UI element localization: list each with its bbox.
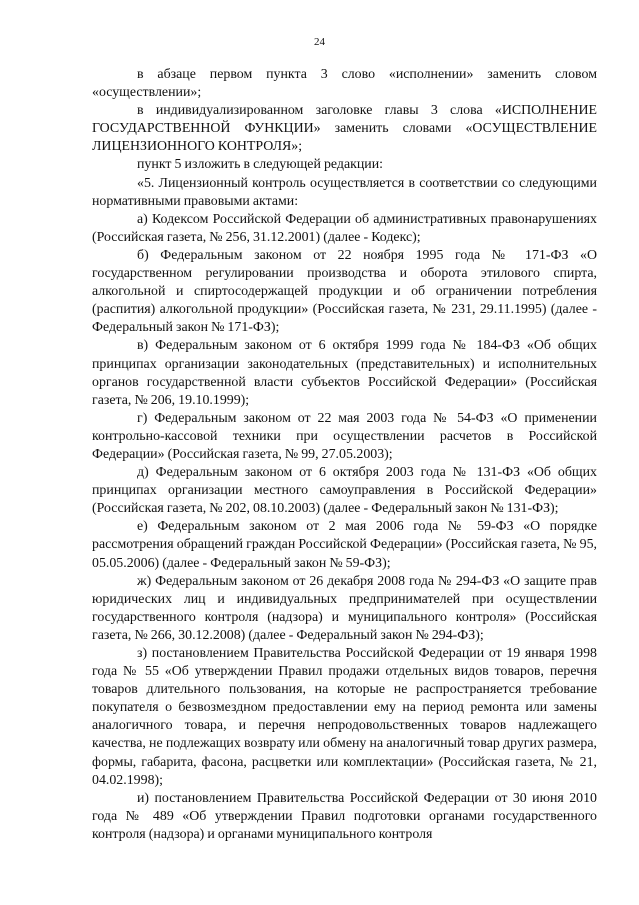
list-item-v: в) Федеральным законом от 6 октября 1999 года № 184-ФЗ «Об общих принципах организации законодательных (представительных) и исполнительных органов государственной власти субъектов Российской Федерации» (Российская газета, № 206, 19.10.1999); xyxy=(92,338,597,408)
list-item-zh: ж) Федеральным законом от 26 декабря 2008 года № 294-ФЗ «О защите прав юридических лиц и индивидуальных предпринимателей при осуществлении государственного контроля (надзора) и муниципального контроля» (Российская газета, № 266, 30.12.2008) (далее - Федеральный закон № 294-ФЗ); xyxy=(92,573,597,643)
list-item-b: б) Федеральным законом от 22 ноября 1995 года № 171-ФЗ «О государственном регулировании производства и оборота этилового спирта, алкогольной и спиртосодержащей продукции и об ограничении потребления (распития) алкогольной продукции» (Российская газета, № 231, 29.11.1995) (далее - Федеральный закон № 171-ФЗ); xyxy=(92,247,597,336)
list-item-a: а) Кодексом Российской Федерации об административных правонарушениях (Российская газета, № 256, 31.12.2001) (далее - Кодекс); xyxy=(92,211,597,245)
page-number: 24 xyxy=(314,36,325,48)
paragraph-amend-clause-3: в абзаце первом пункта 3 слово «исполнении» заменить словом «осуществлении»; xyxy=(92,67,597,101)
list-item-e: е) Федеральным законом от 2 мая 2006 года № 59-ФЗ «О порядке рассмотрения обращений граждан Российской Федерации» (Российская газета, № 95, 05.05.2006) (далее - Федеральный закон № 59-ФЗ); xyxy=(92,519,597,571)
paragraph-clause-5: «5. Лицензионный контроль осуществляется в соответствии со следующими нормативными правовыми актами: xyxy=(92,175,597,209)
list-item-z: з) постановлением Правительства Российской Федерации от 19 января 1998 года № 55 «Об утверждении Правил продажи отдельных видов товаров, перечня товаров длительного пользования, на которые не распространяется требование покупателя о безвозмездном предоставлении ему на период ремонта или замены аналогичного товара, и перечня непродовольственных товаров надлежащего качества, не подлежащих возврату или обмену на аналогичный товар других размера, формы, габарита, фасона, расцветки или комплектации» (Российская газета, № 21, 04.02.1998); xyxy=(92,646,597,788)
list-item-g: г) Федеральным законом от 22 мая 2003 года № 54-ФЗ «О применении контрольно-кассовой техники при осуществлении расчетов в Российской Федерации» (Российская газета, № 99, 27.05.2003); xyxy=(92,410,597,462)
paragraph-amend-chapter-3-title: в индивидуализированном заголовке главы 3 слова «ИСПОЛНЕНИЕ ГОСУДАРСТВЕННОЙ ФУНКЦИИ» заменить словами «ОСУЩЕСТВЛЕНИЕ ЛИЦЕНЗИОННОГО КОНТРОЛЯ»; xyxy=(92,103,597,155)
paragraph-clause-5-intro: пункт 5 изложить в следующей редакции: xyxy=(137,157,384,173)
list-item-d: д) Федеральным законом от 6 октября 2003 года № 131-ФЗ «Об общих принципах организации местного самоуправления в Российской Федерации» (Российская газета, № 202, 08.10.2003) (далее - Федеральный закон № 131-ФЗ); xyxy=(92,465,597,517)
list-item-i: и) постановлением Правительства Российской Федерации от 30 июня 2010 года № 489 «Об утверждении Правил подготовки органами государственного контроля (надзора) и органами муниципального контроля xyxy=(92,790,597,842)
document-body xyxy=(92,66,597,844)
